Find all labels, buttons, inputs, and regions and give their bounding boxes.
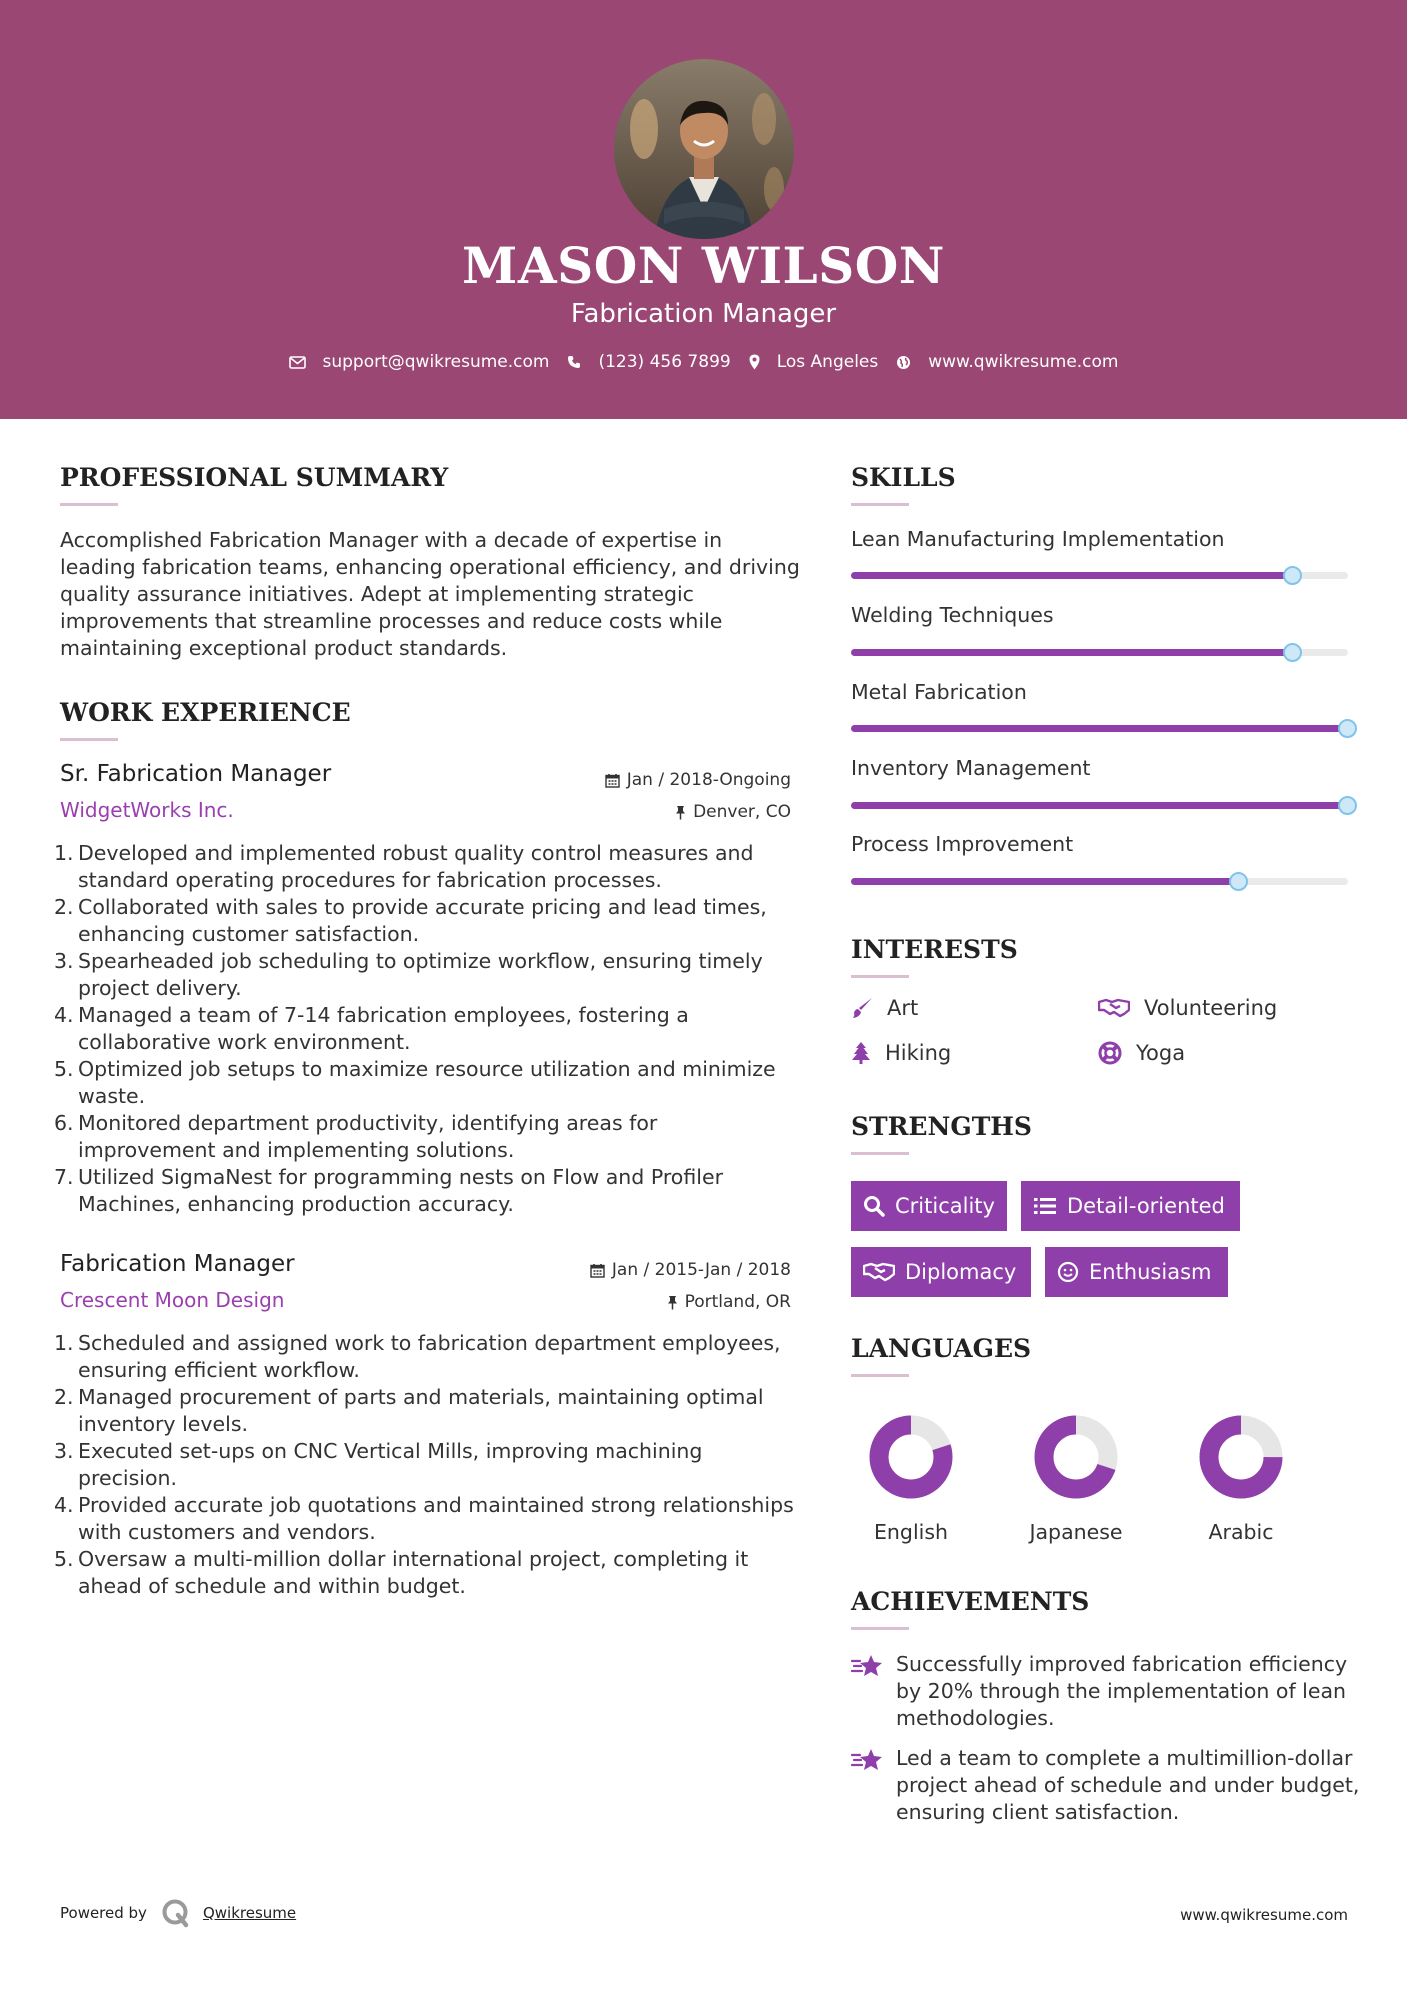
company-name: Crescent Moon Design	[60, 1288, 285, 1312]
list-item: 7. Utilized SigmaNest for programming nests on Flow and Profiler Machines, enhancing production accuracy.	[54, 1165, 723, 1216]
list-item: 6. Monitored department productivity, identifying areas for improvement and implementing solutions.	[54, 1111, 658, 1162]
lifering-icon	[1098, 1041, 1122, 1065]
skill-label: Metal Fabrication	[851, 680, 1027, 704]
candidate-name: MASON WILSON	[462, 236, 945, 295]
job-location-text: Denver, CO	[693, 802, 791, 822]
list-item: 4. Managed a team of 7-14 fabrication employees, fostering a collaborative work environment.	[54, 1003, 689, 1054]
skill-bar-knob	[1283, 643, 1302, 662]
list-item: 2. Collaborated with sales to provide accurate pricing and lead times, enhancing customer satisfaction.	[54, 895, 767, 946]
experience-heading: WORK EXPERIENCE	[60, 698, 351, 727]
handshake-icon	[863, 1262, 895, 1282]
language-label: Japanese	[1029, 1520, 1123, 1544]
company-name: WidgetWorks Inc.	[60, 798, 234, 822]
language-item	[851, 1412, 971, 1544]
contact-phone[interactable]	[567, 352, 730, 372]
skill-bar	[851, 878, 1348, 885]
skill-bar	[851, 572, 1348, 579]
calendar-icon	[605, 773, 620, 788]
job-duties	[54, 1330, 800, 1600]
contact-location-text: Los Angeles	[776, 352, 879, 372]
skill-bar-knob	[1338, 796, 1357, 815]
shooting-star-icon	[851, 1747, 885, 1773]
skill-bar	[851, 649, 1348, 656]
skill-bar-knob	[1229, 872, 1248, 891]
achievement-text: Successfully improved fabrication efficiency by 20% through the implementation of lean methodologies.	[896, 1652, 1348, 1730]
summary-heading: PROFESSIONAL SUMMARY	[60, 463, 449, 492]
contact-location	[749, 352, 879, 372]
interest-item	[1098, 1041, 1185, 1065]
achievement-text: Led a team to complete a multimillion-dollar project ahead of schedule and under budget, ensuring client satisfaction.	[896, 1746, 1360, 1824]
strengths-heading: STRENGTHS	[851, 1112, 1032, 1141]
job-dates	[590, 1260, 791, 1280]
contact-email-text: support@qwikresume.com	[322, 352, 550, 372]
strength-label: Detail-oriented	[1067, 1194, 1225, 1218]
smile-icon	[1057, 1261, 1079, 1283]
interest-label: Hiking	[885, 1041, 952, 1065]
skill-bar-knob	[1283, 566, 1302, 585]
strength-label: Criticality	[895, 1194, 995, 1218]
achievements-heading: ACHIEVEMENTS	[851, 1587, 1090, 1616]
search-icon	[863, 1195, 885, 1217]
language-item	[1181, 1412, 1301, 1544]
skills-rule	[851, 503, 909, 506]
interest-item	[1098, 996, 1277, 1020]
phone-icon	[567, 355, 581, 369]
shooting-star-icon	[851, 1653, 885, 1679]
language-donut	[1196, 1412, 1286, 1502]
list-item: 4. Provided accurate job quotations and maintained strong relationships with customers and vendors.	[54, 1493, 794, 1544]
resume-header	[0, 0, 1407, 419]
calendar-icon	[590, 1263, 605, 1278]
languages-heading: LANGUAGES	[851, 1334, 1032, 1363]
skill-label: Process Improvement	[851, 832, 1074, 856]
skill-label: Inventory Management	[851, 756, 1091, 780]
job-dates	[605, 770, 791, 790]
contact-phone-text: (123) 456 7899	[598, 352, 731, 372]
skill-bar-knob	[1338, 719, 1357, 738]
achievement-item	[851, 1651, 1361, 1732]
strength-tag	[1045, 1247, 1228, 1297]
achievement-item	[851, 1745, 1361, 1826]
globe-icon	[896, 355, 911, 370]
pushpin-icon	[675, 805, 686, 820]
skill-bar	[851, 802, 1348, 809]
interest-label: Art	[887, 996, 919, 1020]
language-label: English	[873, 1520, 949, 1544]
job-title: Fabrication Manager	[60, 1251, 295, 1277]
contact-email[interactable]	[289, 352, 550, 372]
list-item: 2. Managed procurement of parts and materials, maintaining optimal inventory levels.	[54, 1385, 764, 1436]
language-donut	[866, 1412, 956, 1502]
paintbrush-icon	[851, 997, 873, 1019]
job-location	[675, 802, 791, 822]
job-dates-text: Jan / 2018-Ongoing	[626, 770, 791, 790]
interest-item	[851, 996, 918, 1020]
interest-item	[851, 1041, 951, 1065]
strengths-rule	[851, 1152, 909, 1155]
interests-rule	[851, 975, 909, 978]
summary-rule	[60, 503, 118, 506]
skill-bar-fill	[851, 572, 1293, 579]
job-location	[667, 1292, 791, 1312]
interests-heading: INTERESTS	[851, 935, 1018, 964]
skill-bar-fill	[851, 878, 1239, 885]
profile-photo	[614, 59, 794, 239]
strength-tag	[851, 1181, 1007, 1231]
brand-link[interactable]: Qwikresume	[202, 1904, 297, 1922]
skill-label: Welding Techniques	[851, 603, 1054, 627]
languages-rule	[851, 1374, 909, 1377]
language-donut	[1031, 1412, 1121, 1502]
skill-bar	[851, 725, 1348, 732]
pushpin-icon	[667, 1295, 678, 1310]
list-icon	[1033, 1196, 1057, 1216]
skill-bar-fill	[851, 725, 1348, 732]
language-item	[1016, 1412, 1136, 1544]
strength-label: Diplomacy	[905, 1260, 1017, 1284]
skill-bar-fill	[851, 649, 1293, 656]
job-dates-text: Jan / 2015-Jan / 2018	[611, 1260, 791, 1280]
footer-powered-by	[60, 1898, 296, 1928]
language-label: Arabic	[1208, 1520, 1274, 1544]
handshake-icon	[1098, 998, 1130, 1018]
footer-website[interactable]: www.qwikresume.com	[1180, 1906, 1348, 1924]
skill-bar-fill	[851, 802, 1348, 809]
list-item: 3. Executed set-ups on CNC Vertical Mills, improving machining precision.	[54, 1439, 703, 1490]
tree-icon	[851, 1041, 871, 1065]
experience-rule	[60, 738, 118, 741]
list-item: 5. Oversaw a multi-million dollar international project, completing it ahead of schedule and within budget.	[54, 1547, 749, 1598]
achievements-rule	[851, 1627, 909, 1630]
job-duties	[54, 840, 800, 1218]
envelope-icon	[289, 356, 306, 369]
list-item: 1. Developed and implemented robust quality control measures and standard operating procedures for fabrication processes.	[54, 841, 754, 892]
candidate-title: Fabrication Manager	[570, 299, 837, 329]
powered-by-label: Powered by	[60, 1904, 147, 1922]
map-pin-icon	[749, 354, 760, 370]
qwikresume-logo-icon	[161, 1898, 191, 1928]
summary-text: Accomplished Fabrication Manager with a decade of expertise in leading fabrication teams, enhancing operational efficiency, and driving quality assurance initiatives. Adept at implementing strategic improvements that streamline processes and reduce costs while maintaining exceptional product standards.	[60, 528, 800, 660]
strength-tag	[851, 1247, 1031, 1297]
interest-label: Volunteering	[1144, 996, 1278, 1020]
job-title: Sr. Fabrication Manager	[60, 761, 332, 787]
contact-bar	[0, 352, 1407, 372]
list-item: 1. Scheduled and assigned work to fabrication department employees, ensuring efficient workflow.	[54, 1331, 781, 1382]
list-item: 5. Optimized job setups to maximize resource utilization and minimize waste.	[54, 1057, 776, 1108]
skills-heading: SKILLS	[851, 463, 956, 492]
job-location-text: Portland, OR	[684, 1292, 791, 1312]
strength-tag	[1021, 1181, 1240, 1231]
interest-label: Yoga	[1136, 1041, 1186, 1065]
contact-website-text: www.qwikresume.com	[928, 352, 1119, 372]
skill-label: Lean Manufacturing Implementation	[851, 527, 1225, 551]
strength-label: Enthusiasm	[1089, 1260, 1212, 1284]
contact-website[interactable]	[896, 352, 1118, 372]
list-item: 3. Spearheaded job scheduling to optimize workflow, ensuring timely project delivery.	[54, 949, 763, 1000]
